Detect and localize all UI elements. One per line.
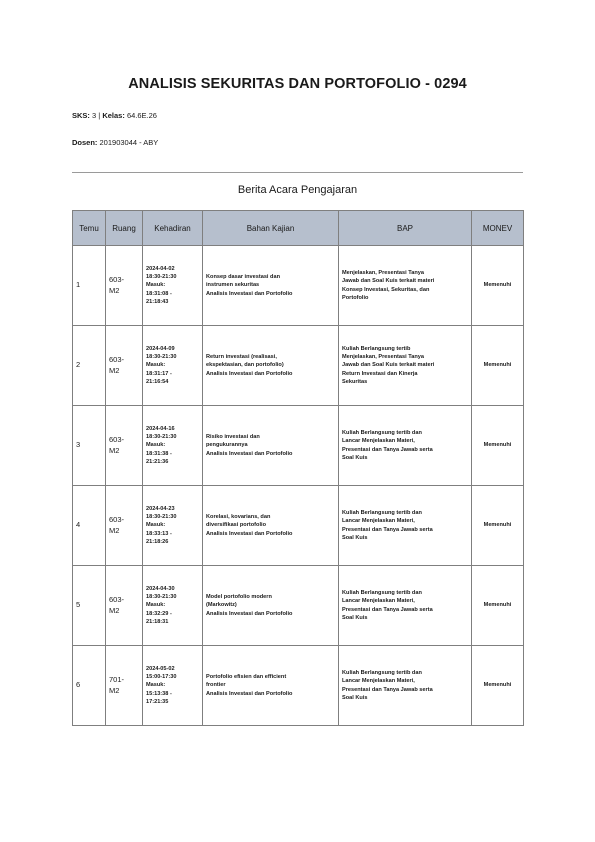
table-row [73,326,524,406]
cell-bap-line: Kuliah Berlangsung tertib dan [342,670,422,677]
cell-kehadiran-line: 15:00-17:30 [146,674,177,681]
cell-ruang-line: M2 [109,365,120,375]
cell-bahan-kajian-line: Analisis Investasi dan Portofolio [206,450,293,457]
cell-bap [339,326,472,406]
cell-bap-line: Menjelaskan, Presentasi Tanya [342,270,424,277]
cell-bahan-kajian-line: Konsep dasar investasi dan [206,274,280,281]
cell-bahan-kajian-line: diversifikasi portofolio [206,522,266,529]
divider [72,172,523,173]
cell-ruang-line: 603- [109,435,125,445]
cell-bap-line: Jawab dan Soal Kuis terkait materi [342,362,435,369]
cell-kehadiran [143,246,203,326]
section-title: Berita Acara Pengajaran [237,184,358,196]
cell-bap-line: Lancar Menjelaskan Materi, [342,518,415,525]
dosen-label: Dosen: [72,138,98,147]
cell-ruang-line: 603- [109,275,125,285]
document-title: ANALISIS SEKURITAS DAN PORTOFOLIO - 0294 [128,76,467,92]
cell-bap-line: Lancar Menjelaskan Materi, [342,598,415,605]
cell-bahan-kajian-line: Analisis Investasi dan Portofolio [206,530,293,537]
cell-bap-line: Lancar Menjelaskan Materi, [342,438,415,445]
cell-ruang [106,566,143,646]
cell-bap-line: Soal Kuis [342,454,368,461]
cell-kehadiran-line: 2024-04-02 [146,266,175,273]
cell-bahan-kajian-line: Analisis Investasi dan Portofolio [206,370,293,377]
table-row [73,646,524,726]
cell-ruang-line: M2 [109,285,120,295]
cell-bahan-kajian-line: Analisis Investasi dan Portofolio [206,290,293,297]
table-body [73,246,524,726]
cell-kehadiran-line: 18:30-21:30 [146,514,177,521]
cell-bahan-kajian-line: Korelasi, kovarians, dan [206,514,271,521]
cell-kehadiran-line: 18:33:13 - [146,530,172,537]
cell-kehadiran-line: 18:32:29 - [146,610,172,617]
cell-kehadiran-line: 21:21:36 [146,458,169,465]
cell-bahan-kajian [203,646,339,726]
table-row [73,246,524,326]
cell-bap-line: Presentasi dan Tanya Jawab serta [342,686,433,693]
cell-monev: Memenuhi [472,486,524,566]
cell-kehadiran [143,646,203,726]
cell-bap-line: Menjelaskan, Presentasi Tanya [342,354,424,361]
cell-bahan-kajian-line: ekspektasian, dan portofolio) [206,362,284,369]
table-row [73,566,524,646]
cell-kehadiran-line: 18:30-21:30 [146,594,177,601]
sks-value: 3 [92,111,97,120]
cell-bahan-kajian-line: Analisis Investasi dan Portofolio [206,690,293,697]
cell-bap-line: Soal Kuis [342,534,368,541]
cell-kehadiran-line: 21:18:43 [146,298,169,305]
cell-kehadiran-line: Masuk: [146,682,166,689]
cell-monev: Memenuhi [472,246,524,326]
cell-ruang [106,486,143,566]
header-temu: Temu [73,211,106,246]
cell-ruang-line: M2 [109,445,120,455]
cell-temu: 1 [73,246,106,326]
cell-temu: 4 [73,486,106,566]
cell-bap-line: Presentasi dan Tanya Jawab serta [342,446,433,453]
cell-kehadiran [143,326,203,406]
cell-ruang-line: 603- [109,595,125,605]
cell-bap-line: Lancar Menjelaskan Materi, [342,678,415,685]
cell-bap [339,246,472,326]
cell-kehadiran [143,486,203,566]
cell-ruang [106,406,143,486]
cell-bap [339,646,472,726]
cell-kehadiran-line: 15:13:38 - [146,690,172,697]
cell-ruang [106,246,143,326]
cell-kehadiran-line: 17:21:35 [146,698,169,705]
cell-ruang-line: 603- [109,355,125,365]
cell-bap-line: Kuliah Berlangsung tertib dan [342,590,422,597]
cell-kehadiran-line: Masuk: [146,602,166,609]
cell-kehadiran-line: Masuk: [146,442,166,449]
cell-bap-line: Kuliah Berlangsung tertib dan [342,430,422,437]
cell-bap-line: Portofolio [342,294,369,301]
cell-bap-line: Konsep Investasi, Sekuritas, dan [342,286,430,293]
cell-kehadiran-line: 21:16:54 [146,378,169,385]
sks-label: SKS: [72,111,90,120]
cell-ruang [106,326,143,406]
cell-kehadiran-line: 2024-04-30 [146,586,175,593]
cell-bahan-kajian-line: Analisis Investasi dan Portofolio [206,610,293,617]
cell-bap-line: Presentasi dan Tanya Jawab serta [342,606,433,613]
cell-monev: Memenuhi [472,646,524,726]
cell-ruang-line: M2 [109,685,120,695]
cell-monev: Memenuhi [472,326,524,406]
cell-bahan-kajian [203,486,339,566]
cell-temu: 2 [73,326,106,406]
cell-temu: 3 [73,406,106,486]
cell-bap-line: Sekuritas [342,378,368,385]
cell-kehadiran-line: Masuk: [146,282,166,289]
cell-temu: 5 [73,566,106,646]
cell-bahan-kajian-line: Model portofolio modern [206,594,272,601]
cell-bap [339,566,472,646]
cell-kehadiran-line: 18:31:17 - [146,370,172,377]
cell-bahan-kajian-line: Risiko investasi dan [206,434,260,441]
cell-kehadiran-line: 18:30-21:30 [146,274,177,281]
cell-ruang-line: M2 [109,525,120,535]
cell-ruang-line: M2 [109,605,120,615]
cell-bap-line: Presentasi dan Tanya Jawab serta [342,526,433,533]
cell-bap-line: Soal Kuis [342,694,368,701]
cell-bahan-kajian-line: Return investasi (realisasi, [206,354,277,361]
cell-bahan-kajian-line: (Markowitz) [206,602,237,609]
cell-kehadiran-line: 21:18:31 [146,618,169,625]
cell-bahan-kajian-line: frontier [206,682,226,689]
cell-bahan-kajian [203,406,339,486]
cell-bahan-kajian-line: pengukurannya [206,442,248,449]
cell-bap [339,406,472,486]
cell-bahan-kajian-line: Portofolio efisien dan efficient [206,674,287,681]
cell-kehadiran-line: 18:31:08 - [146,290,172,297]
course-info [72,111,157,120]
table-header-row [73,211,524,246]
cell-bap-line: Kuliah Berlangsung tertib [342,346,411,353]
cell-bap [339,486,472,566]
lecturer-info [72,138,158,147]
cell-bahan-kajian-line: instrumen sekuritas [206,282,260,289]
cell-bahan-kajian [203,246,339,326]
cell-kehadiran-line: 18:31:38 - [146,450,172,457]
cell-kehadiran-line: 2024-05-02 [146,666,175,673]
cell-monev: Memenuhi [472,566,524,646]
cell-kehadiran [143,406,203,486]
teaching-report-table [72,210,524,726]
cell-ruang-line: 701- [109,675,125,685]
header-bahan-kajian: Bahan Kajian [203,211,339,246]
kelas-value: 64.6E.26 [126,111,157,120]
cell-kehadiran-line: 2024-04-23 [146,506,175,513]
cell-kehadiran [143,566,203,646]
cell-temu: 6 [73,646,106,726]
dosen-value: 201903044 - ABY [99,138,159,147]
cell-bap-line: Kuliah Berlangsung tertib dan [342,510,422,517]
cell-kehadiran-line: 21:18:26 [146,538,169,545]
cell-bahan-kajian [203,566,339,646]
header-kehadiran: Kehadiran [143,211,203,246]
cell-kehadiran-line: Masuk: [146,362,166,369]
header-monev: MONEV [472,211,524,246]
table-row [73,486,524,566]
table-row [73,406,524,486]
cell-ruang-line: 603- [109,515,125,525]
cell-bahan-kajian [203,326,339,406]
cell-kehadiran-line: 18:30-21:30 [146,434,177,441]
separator: | [98,111,101,120]
cell-kehadiran-line: 2024-04-16 [146,426,175,433]
cell-bap-line: Return Investasi dan Kinerja [342,370,418,377]
header-ruang: Ruang [106,211,143,246]
header-bap: BAP [339,211,472,246]
cell-kehadiran-line: 18:30-21:30 [146,354,177,361]
cell-ruang [106,646,143,726]
cell-bap-line: Soal Kuis [342,614,368,621]
cell-kehadiran-line: 2024-04-09 [146,346,175,353]
kelas-label: Kelas: [102,111,125,120]
cell-kehadiran-line: Masuk: [146,522,166,529]
cell-bap-line: Jawab dan Soal Kuis terkait materi [342,278,435,285]
cell-monev: Memenuhi [472,406,524,486]
